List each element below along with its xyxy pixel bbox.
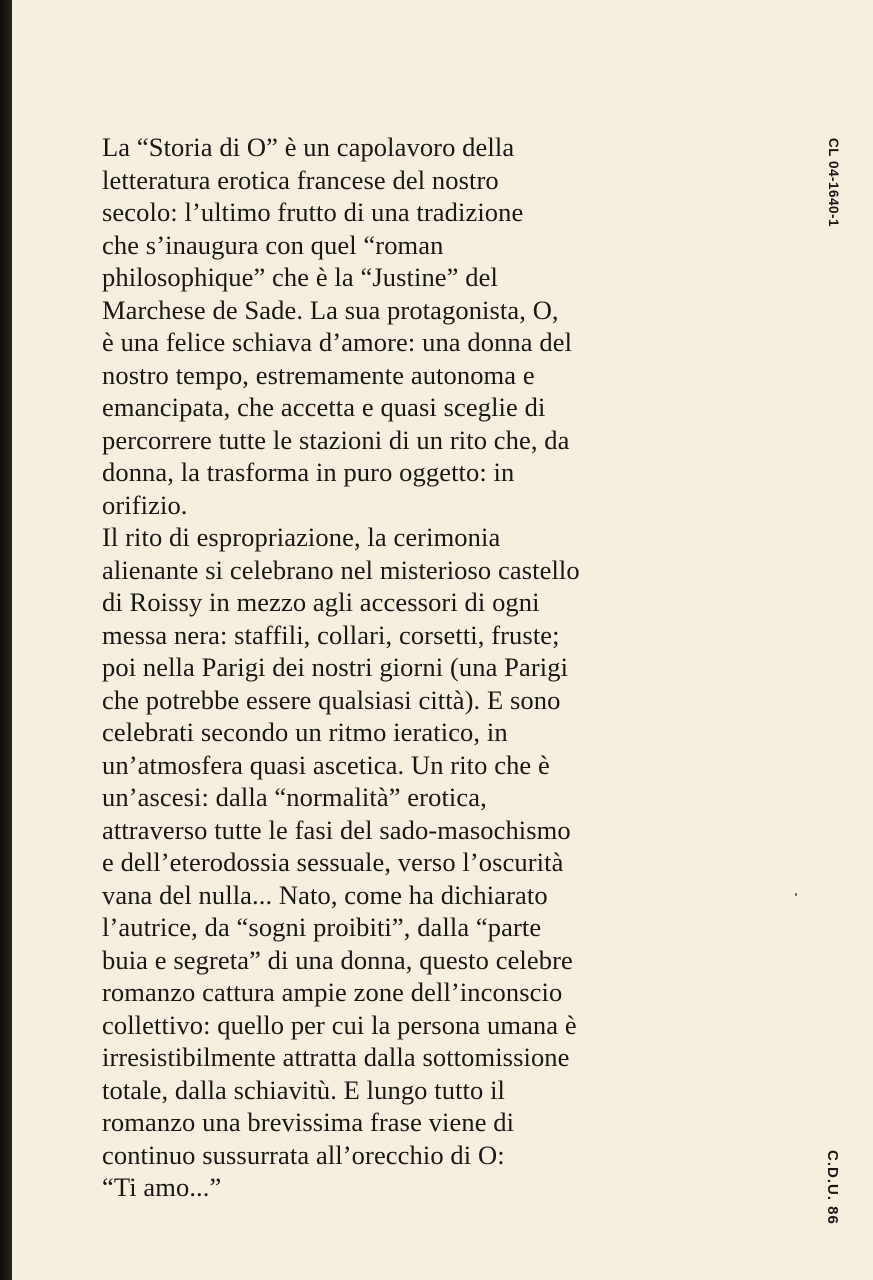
blurb-line: percorrere tutte le stazioni di un rito che, da xyxy=(102,424,570,455)
blurb-line: alienante si celebrano nel misterioso castello xyxy=(102,554,580,585)
blurb-line: La “Storia di O” è un capolavoro della xyxy=(102,132,515,162)
blurb-line: letteratura erotica francese del nostro xyxy=(102,164,499,195)
blurb-line: secolo: l’ultimo frutto di una tradizione xyxy=(102,197,524,227)
blurb-line: è una felice schiava d’amore: una donna del xyxy=(102,327,573,357)
blurb-line: nostro tempo, estremamente autonoma e xyxy=(102,359,535,390)
blurb-line: irresistibilmente attratta dalla sottomissione xyxy=(102,1042,570,1072)
blurb-line: messa nera: staffili, collari, corsetti, fruste; xyxy=(102,619,560,650)
blurb-line: attraverso tutte le fasi del sado-masochismo xyxy=(102,814,571,845)
book-spine-edge xyxy=(0,0,12,1280)
back-cover-page xyxy=(12,0,873,1280)
blurb-line: emancipata, che accetta e quasi sceglie di xyxy=(102,392,546,422)
blurb-line: continuo sussurrata all’orecchio di O: xyxy=(102,1139,505,1170)
blurb-line: di Roissy in mezzo agli accessori di ogni xyxy=(102,587,540,617)
blurb-line: vana del nulla... Nato, come ha dichiarato xyxy=(102,879,548,910)
blurb-line: donna, la trasforma in puro oggetto: in xyxy=(102,457,515,487)
blurb-line: che potrebbe essere qualsiasi città). E sono xyxy=(102,684,561,715)
blurb-line: l’autrice, da “sogni proibiti”, dalla “parte xyxy=(102,912,542,942)
blurb-line: un’atmosfera quasi ascetica. Un rito che è xyxy=(102,749,550,780)
paper-speck xyxy=(795,893,797,896)
blurb-line: Marchese de Sade. La sua protagonista, O, xyxy=(102,294,559,325)
blurb-line: un’ascesi: dalla “normalità” erotica, xyxy=(102,782,487,812)
blurb-line: poi nella Parigi dei nostri giorni (una Parigi xyxy=(102,652,569,682)
blurb-line: buia e segreta” di una donna, questo celebre xyxy=(102,944,573,975)
blurb-line: celebrati secondo un ritmo ieratico, in xyxy=(102,717,508,747)
blurb-line: totale, dalla schiavitù. E lungo tutto il xyxy=(102,1074,505,1105)
blurb-line: collettivo: quello per cui la persona umana è xyxy=(102,1009,577,1040)
blurb-line: orifizio. xyxy=(102,489,188,520)
club-code: C.D.U. 86 xyxy=(824,1150,841,1225)
blurb-line: e dell’eterodossia sessuale, verso l’oscurità xyxy=(102,847,564,877)
blurb-line: “Ti amo...” xyxy=(102,1172,222,1202)
blurb-line: Il rito di espropriazione, la cerimonia xyxy=(102,522,501,552)
catalog-code: CL 04-1640-1 xyxy=(826,138,841,228)
back-cover-blurb xyxy=(102,131,712,1204)
blurb-line: romanzo una brevissima frase viene di xyxy=(102,1107,515,1137)
blurb-line: philosophique” che è la “Justine” del xyxy=(102,262,498,292)
blurb-line: che s’inaugura con quel “roman xyxy=(102,229,444,260)
blurb-line: romanzo cattura ampie zone dell’inconscio xyxy=(102,977,563,1007)
